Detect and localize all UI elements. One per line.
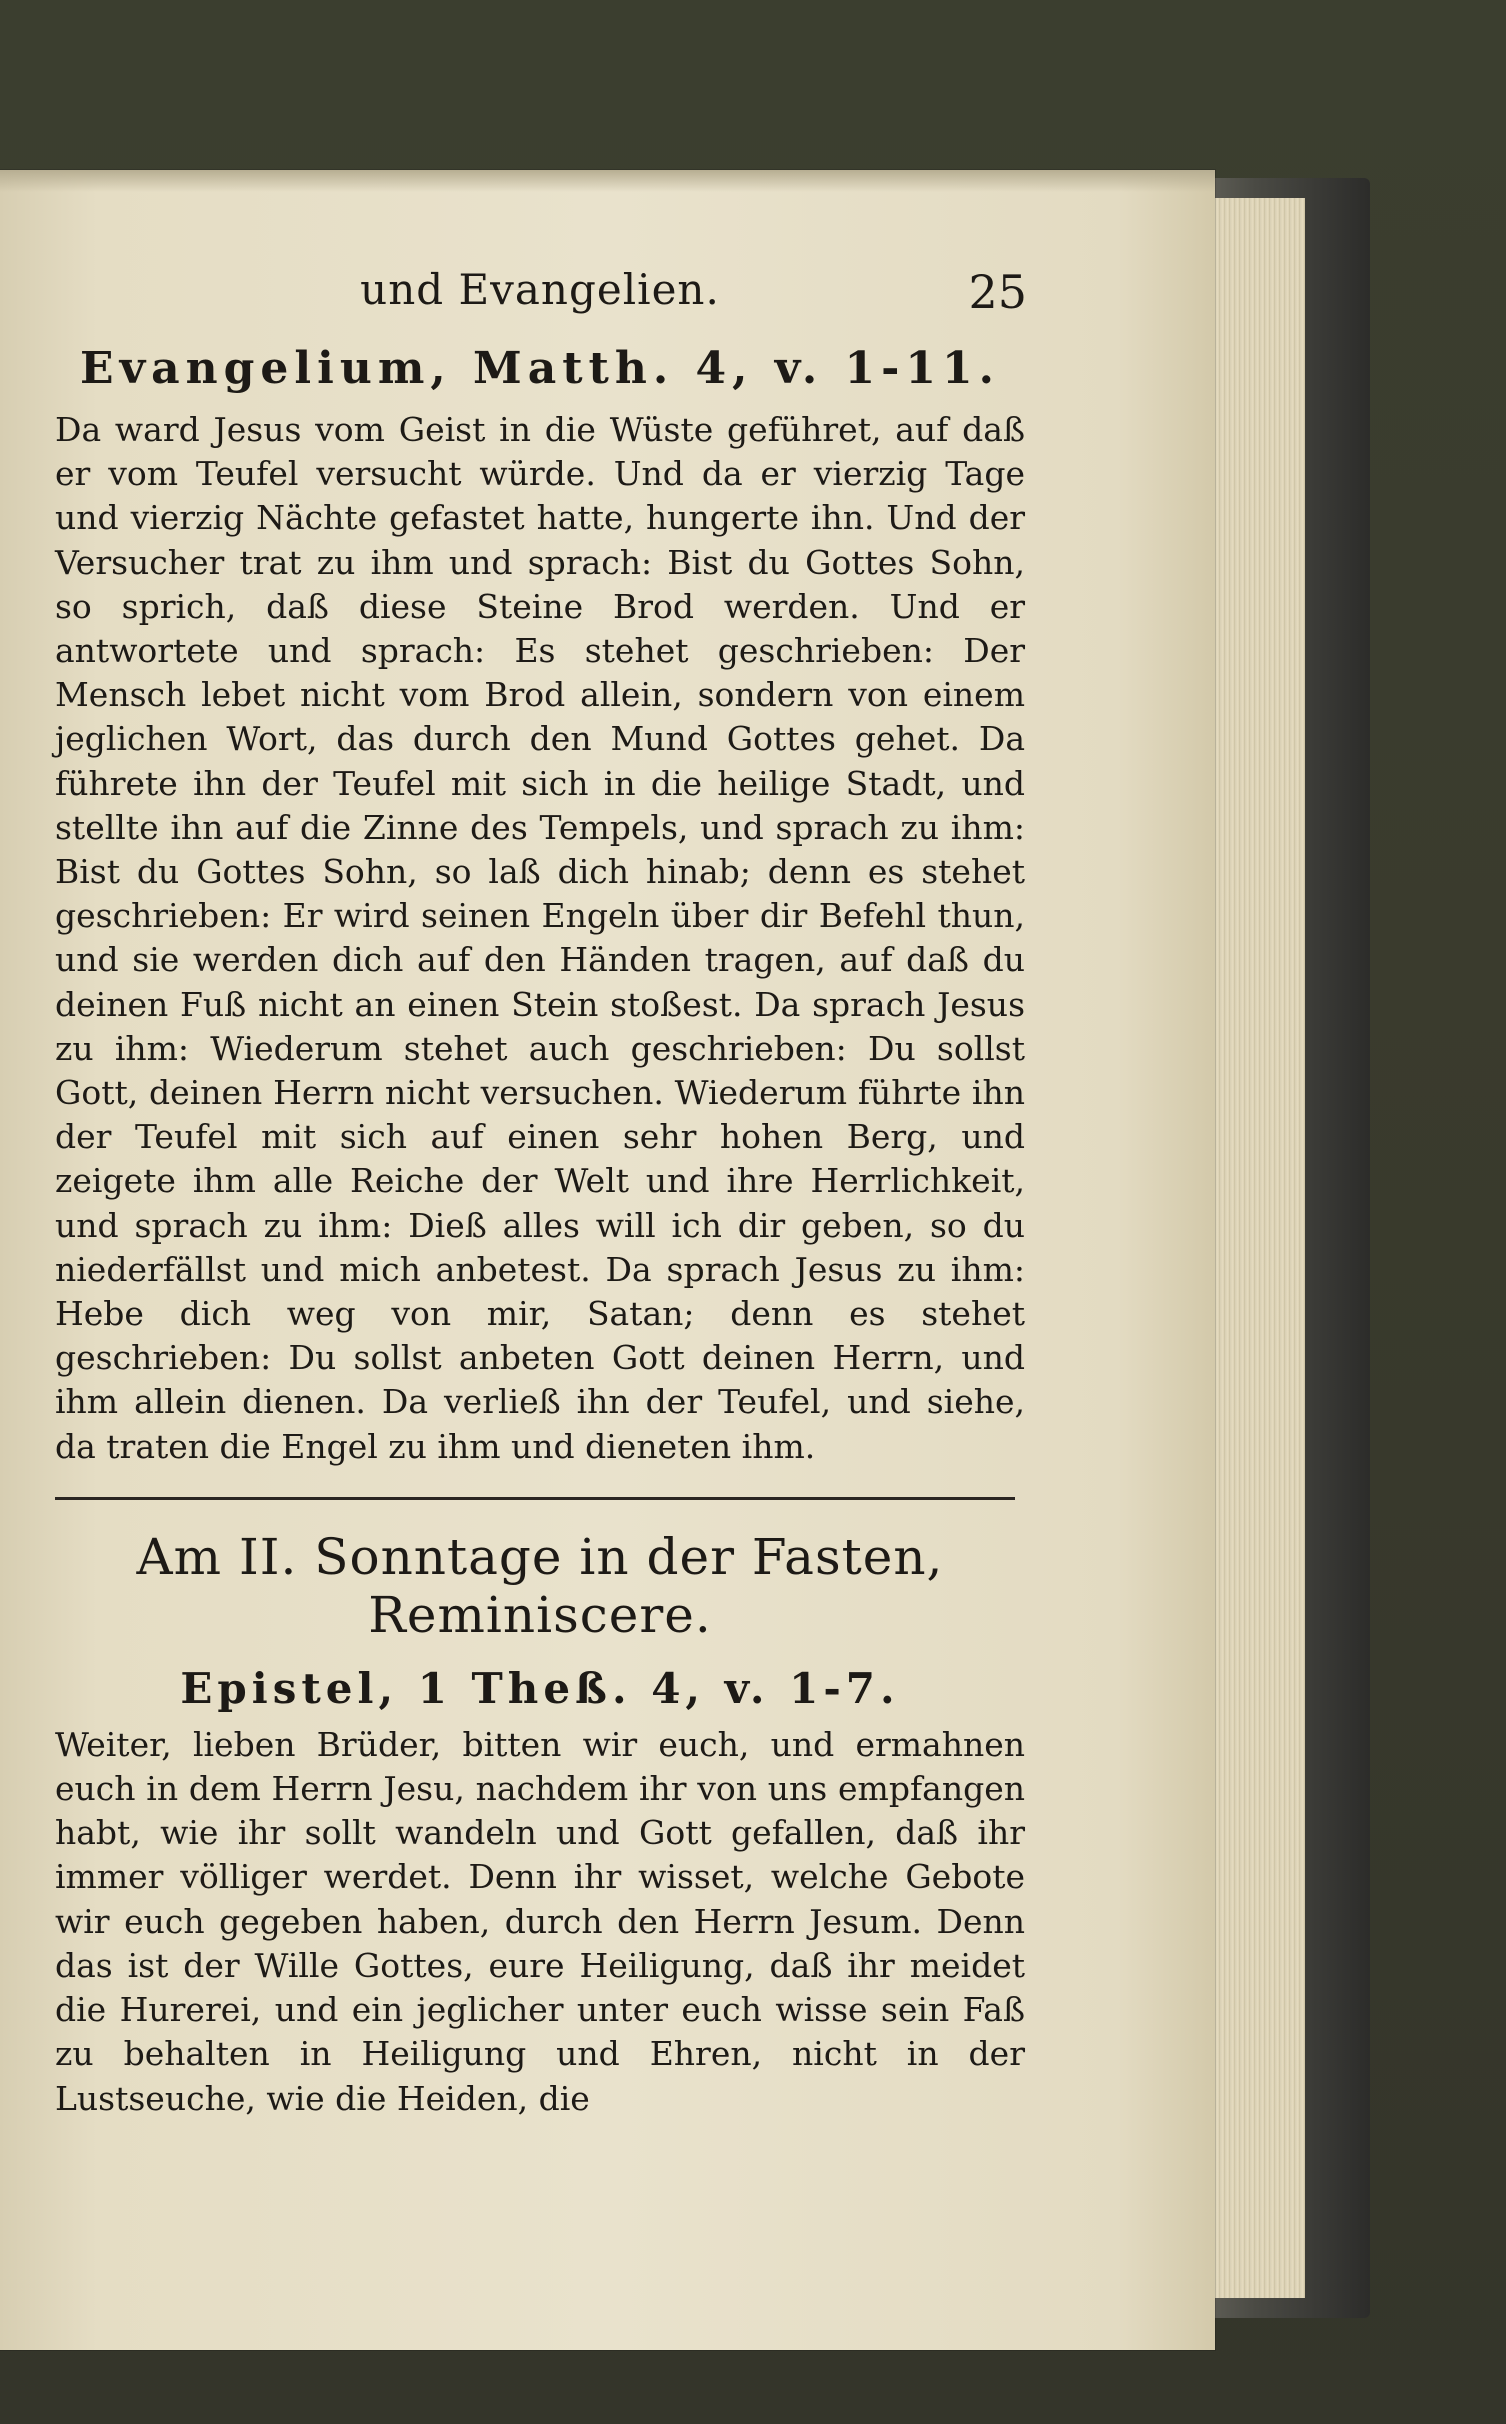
page-text-block xyxy=(55,265,1025,2121)
gospel-text: Da ward Jesus vom Geist in die Wüste geführet, auf daß er vom Teufel versucht würde. Und da er vierzig Tage und vierzig Nächte gefastet hatte, hungerte ihn. Und der Versucher trat zu ihm und sprach: Bist du Gottes Sohn, so sprich, daß diese Steine Brod werden. Und er antwortete und sprach: Es stehet geschrieben: Der Mensch lebet nicht vom Brod allein, sondern von einem jeglichen Wort, das durch den Mund Gottes gehet. Da führete ihn der Teufel mit sich in die heilige Stadt, und stellte ihn auf die Zinne des Tempels, und sprach zu ihm: Bist du Gottes Sohn, so laß dich hinab; denn es stehet geschrieben: Er wird seinen Engeln über dir Befehl thun, und sie werden dich auf den Händen tragen, auf daß du deinen Fuß nicht an einen Stein stoßest. Da sprach Jesus zu ihm: Wiederum stehet auch geschrieben: Du sollst Gott, deinen Herrn nicht versuchen. Wiederum führte ihn der Teufel mit sich auf einen sehr hohen Berg, und zeigete ihm alle Reiche der Welt und ihre Herrlichkeit, und sprach zu ihm: Dieß alles will ich dir geben, so du niederfällst und mich anbetest. Da sprach Jesus zu ihm: Hebe dich weg von mir, Satan; denn es stehet geschrieben: Du sollst anbeten Gott deinen Herrn, und ihm allein dienen. Da verließ ihn der Teufel, und siehe, da traten die Engel zu ihm und dieneten ihm. xyxy=(55,410,1025,1466)
page-number: 25 xyxy=(968,265,1027,319)
section-divider xyxy=(55,1497,1015,1500)
gospel-heading: Evangelium, Matth. 4, v. 1-11. xyxy=(80,343,1000,394)
sunday-heading: Am II. Sonntage in der Fasten, Reminiscere. xyxy=(136,1527,944,1644)
running-head xyxy=(55,265,1025,335)
running-title: und Evangelien. xyxy=(360,265,720,314)
book-page xyxy=(0,170,1215,2350)
epistle-text: Weiter, lieben Brüder, bitten wir euch, und ermahnen euch in dem Herrn Jesu, nachdem ihr von uns empfangen habt, wie ihr sollt wandeln und Gott gefallen, daß ihr immer völliger werdet. Denn ihr wisset, welche Gebote wir euch gegeben haben, durch den Herrn Jesum. Denn das ist der Wille Gottes, eure Heiligung, daß ihr meidet die Hurerei, und ein jeglicher unter euch wisse sein Faß zu behalten in Heiligung und Ehren, nicht in der Lustseuche, wie die Heiden, die xyxy=(55,1724,1025,2118)
epistle-heading: Epistel, 1 Theß. 4, v. 1-7. xyxy=(180,1663,900,1713)
